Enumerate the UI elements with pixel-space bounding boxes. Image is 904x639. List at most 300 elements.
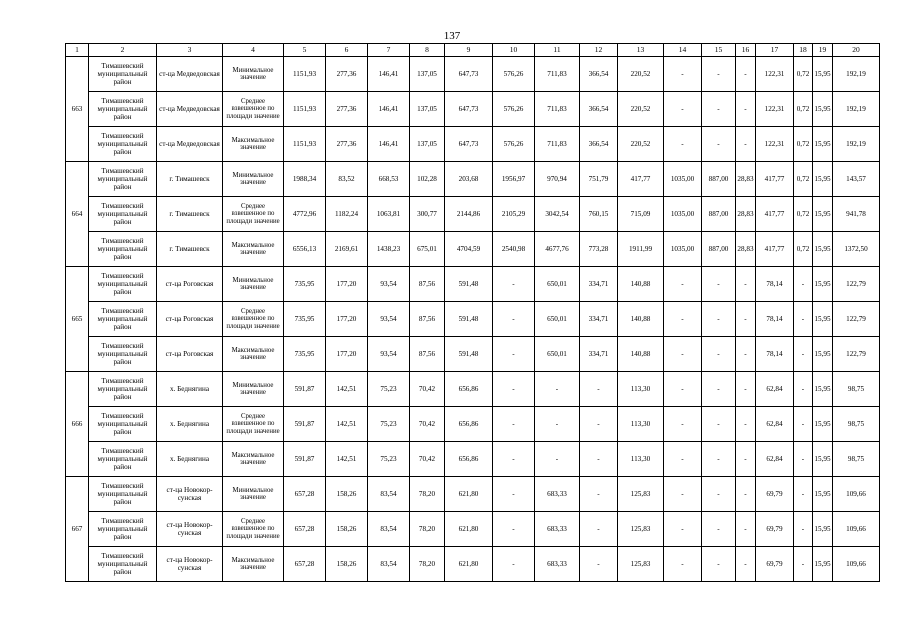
data-table — [65, 43, 880, 582]
value-cell: - — [702, 92, 736, 127]
column-number: 18 — [794, 44, 813, 57]
value-cell: 2144,86 — [445, 197, 493, 232]
value-cell: 122,31 — [756, 127, 794, 162]
metric-cell: Минимальное значение — [223, 267, 284, 302]
value-cell: 146,41 — [368, 57, 410, 92]
value-cell: 113,30 — [618, 407, 664, 442]
value-cell: 0,72 — [794, 162, 813, 197]
metric-cell: Минимальное значение — [223, 372, 284, 407]
value-cell: - — [794, 407, 813, 442]
column-number-row — [66, 44, 880, 57]
value-cell: 122,79 — [833, 302, 880, 337]
table-row — [66, 547, 880, 582]
settlement-cell: г. Тимашевск — [157, 232, 223, 267]
value-cell: 576,26 — [493, 127, 535, 162]
value-cell: 125,83 — [618, 547, 664, 582]
settlement-cell: ст-ца Новокор-сунская — [157, 512, 223, 547]
value-cell: 887,00 — [702, 162, 736, 197]
value-cell: 93,54 — [368, 267, 410, 302]
value-cell: 78,20 — [410, 477, 445, 512]
value-cell: 0,72 — [794, 127, 813, 162]
value-cell: 300,77 — [410, 197, 445, 232]
column-number: 17 — [756, 44, 794, 57]
column-number: 15 — [702, 44, 736, 57]
value-cell: 125,83 — [618, 477, 664, 512]
value-cell: 122,31 — [756, 92, 794, 127]
value-cell: 591,48 — [445, 302, 493, 337]
value-cell: 4677,76 — [535, 232, 580, 267]
value-cell: 125,83 — [618, 512, 664, 547]
value-cell: 657,28 — [284, 477, 326, 512]
district-cell: Тимашевский муниципальный район — [89, 92, 157, 127]
value-cell: 83,54 — [368, 547, 410, 582]
value-cell: 417,77 — [756, 197, 794, 232]
value-cell: 70,42 — [410, 442, 445, 477]
value-cell: 334,71 — [580, 302, 618, 337]
settlement-cell: х. Беднягина — [157, 372, 223, 407]
value-cell: - — [736, 547, 756, 582]
value-cell: - — [736, 127, 756, 162]
value-cell: 334,71 — [580, 267, 618, 302]
value-cell: 62,84 — [756, 442, 794, 477]
value-cell: - — [702, 547, 736, 582]
value-cell: 647,73 — [445, 127, 493, 162]
value-cell: - — [493, 512, 535, 547]
metric-cell: Минимальное значение — [223, 162, 284, 197]
metric-cell: Максимальное значение — [223, 547, 284, 582]
value-cell: - — [794, 512, 813, 547]
value-cell: - — [736, 512, 756, 547]
value-cell: 177,20 — [326, 267, 368, 302]
value-cell: 711,83 — [535, 92, 580, 127]
value-cell: 711,83 — [535, 57, 580, 92]
value-cell: 15,95 — [813, 407, 833, 442]
settlement-cell: г. Тимашевск — [157, 162, 223, 197]
district-cell: Тимашевский муниципальный район — [89, 232, 157, 267]
table-row — [66, 442, 880, 477]
group-number: 666 — [66, 372, 89, 477]
value-cell: - — [664, 547, 702, 582]
value-cell: - — [664, 92, 702, 127]
value-cell: 158,26 — [326, 512, 368, 547]
value-cell: 4772,96 — [284, 197, 326, 232]
value-cell: 177,20 — [326, 302, 368, 337]
value-cell: 75,23 — [368, 372, 410, 407]
district-cell: Тимашевский муниципальный район — [89, 162, 157, 197]
metric-cell: Среднее взвешенное по площади значение — [223, 302, 284, 337]
value-cell: 28,83 — [736, 232, 756, 267]
value-cell: 621,80 — [445, 512, 493, 547]
value-cell: 1035,00 — [664, 232, 702, 267]
value-cell: - — [794, 302, 813, 337]
value-cell: 137,05 — [410, 92, 445, 127]
value-cell: - — [664, 512, 702, 547]
value-cell: - — [493, 337, 535, 372]
value-cell: 109,66 — [833, 512, 880, 547]
column-number: 7 — [368, 44, 410, 57]
value-cell: 650,01 — [535, 337, 580, 372]
value-cell: 78,20 — [410, 512, 445, 547]
value-cell: - — [794, 372, 813, 407]
value-cell: 15,95 — [813, 57, 833, 92]
value-cell: 2540,98 — [493, 232, 535, 267]
value-cell: - — [736, 92, 756, 127]
value-cell: 143,57 — [833, 162, 880, 197]
value-cell: 760,15 — [580, 197, 618, 232]
value-cell: 83,52 — [326, 162, 368, 197]
value-cell: 591,87 — [284, 372, 326, 407]
value-cell: - — [664, 442, 702, 477]
metric-cell: Минимальное значение — [223, 57, 284, 92]
value-cell: 656,86 — [445, 442, 493, 477]
value-cell: 15,95 — [813, 547, 833, 582]
table-row — [66, 232, 880, 267]
value-cell: 177,20 — [326, 337, 368, 372]
district-cell: Тимашевский муниципальный район — [89, 442, 157, 477]
value-cell: 62,84 — [756, 372, 794, 407]
column-number: 14 — [664, 44, 702, 57]
value-cell: - — [664, 337, 702, 372]
value-cell: 87,56 — [410, 302, 445, 337]
column-number: 6 — [326, 44, 368, 57]
value-cell: - — [736, 337, 756, 372]
value-cell: 15,95 — [813, 162, 833, 197]
value-cell: 15,95 — [813, 232, 833, 267]
metric-cell: Максимальное значение — [223, 232, 284, 267]
district-cell: Тимашевский муниципальный район — [89, 197, 157, 232]
value-cell: 366,54 — [580, 57, 618, 92]
group-number: 665 — [66, 267, 89, 372]
value-cell: - — [664, 407, 702, 442]
value-cell: 0,72 — [794, 197, 813, 232]
value-cell: 142,51 — [326, 407, 368, 442]
value-cell: 647,73 — [445, 57, 493, 92]
value-cell: 0,72 — [794, 232, 813, 267]
value-cell: - — [736, 57, 756, 92]
value-cell: 137,05 — [410, 127, 445, 162]
value-cell: 15,95 — [813, 337, 833, 372]
value-cell: 735,95 — [284, 337, 326, 372]
value-cell: - — [736, 267, 756, 302]
column-number: 20 — [833, 44, 880, 57]
value-cell: 109,66 — [833, 547, 880, 582]
value-cell: 683,33 — [535, 477, 580, 512]
metric-cell: Максимальное значение — [223, 337, 284, 372]
value-cell: 657,28 — [284, 512, 326, 547]
value-cell: 78,14 — [756, 267, 794, 302]
value-cell: 2169,61 — [326, 232, 368, 267]
value-cell: 70,42 — [410, 372, 445, 407]
value-cell: 417,77 — [618, 162, 664, 197]
value-cell: 93,54 — [368, 302, 410, 337]
value-cell: - — [702, 442, 736, 477]
value-cell: 277,36 — [326, 92, 368, 127]
value-cell: 650,01 — [535, 267, 580, 302]
value-cell: 146,41 — [368, 127, 410, 162]
column-number: 5 — [284, 44, 326, 57]
value-cell: - — [580, 372, 618, 407]
value-cell: 220,52 — [618, 57, 664, 92]
value-cell: 576,26 — [493, 92, 535, 127]
table-row — [66, 477, 880, 512]
value-cell: 15,95 — [813, 127, 833, 162]
value-cell: - — [702, 267, 736, 302]
value-cell: 69,79 — [756, 512, 794, 547]
value-cell: 15,95 — [813, 92, 833, 127]
column-number: 9 — [445, 44, 493, 57]
value-cell: 683,33 — [535, 547, 580, 582]
column-number: 19 — [813, 44, 833, 57]
value-cell: 1151,93 — [284, 57, 326, 92]
table-row — [66, 302, 880, 337]
value-cell: - — [535, 372, 580, 407]
value-cell: 203,68 — [445, 162, 493, 197]
value-cell: 75,23 — [368, 442, 410, 477]
value-cell: 711,83 — [535, 127, 580, 162]
value-cell: 656,86 — [445, 372, 493, 407]
value-cell: - — [702, 512, 736, 547]
value-cell: - — [736, 407, 756, 442]
value-cell: 146,41 — [368, 92, 410, 127]
value-cell: - — [736, 302, 756, 337]
settlement-cell: ст-ца Роговская — [157, 337, 223, 372]
value-cell: 735,95 — [284, 302, 326, 337]
value-cell: - — [664, 302, 702, 337]
settlement-cell: г. Тимашевск — [157, 197, 223, 232]
value-cell: 1438,23 — [368, 232, 410, 267]
value-cell: 113,30 — [618, 372, 664, 407]
value-cell: - — [580, 477, 618, 512]
value-cell: - — [794, 267, 813, 302]
value-cell: 192,19 — [833, 57, 880, 92]
column-number: 13 — [618, 44, 664, 57]
value-cell: 87,56 — [410, 267, 445, 302]
table-row — [66, 127, 880, 162]
value-cell: - — [580, 442, 618, 477]
value-cell: - — [702, 57, 736, 92]
value-cell: 1956,97 — [493, 162, 535, 197]
settlement-cell: х. Беднягина — [157, 407, 223, 442]
district-cell: Тимашевский муниципальный район — [89, 477, 157, 512]
value-cell: 15,95 — [813, 512, 833, 547]
value-cell: - — [535, 442, 580, 477]
value-cell: - — [493, 302, 535, 337]
group-number: 667 — [66, 477, 89, 582]
value-cell: 656,86 — [445, 407, 493, 442]
value-cell: 6556,13 — [284, 232, 326, 267]
table-row — [66, 162, 880, 197]
metric-cell: Максимальное значение — [223, 127, 284, 162]
value-cell: 220,52 — [618, 92, 664, 127]
settlement-cell: ст-ца Роговская — [157, 267, 223, 302]
value-cell: 15,95 — [813, 477, 833, 512]
value-cell: 70,42 — [410, 407, 445, 442]
value-cell: 83,54 — [368, 477, 410, 512]
page-number: 137 — [443, 30, 461, 42]
value-cell: 158,26 — [326, 547, 368, 582]
group-number: 663 — [66, 57, 89, 162]
value-cell: - — [580, 512, 618, 547]
value-cell: 647,73 — [445, 92, 493, 127]
table-row — [66, 512, 880, 547]
value-cell: 69,79 — [756, 547, 794, 582]
value-cell: - — [664, 372, 702, 407]
column-number: 2 — [89, 44, 157, 57]
value-cell: 334,71 — [580, 337, 618, 372]
district-cell: Тимашевский муниципальный район — [89, 302, 157, 337]
value-cell: 102,28 — [410, 162, 445, 197]
value-cell: 122,31 — [756, 57, 794, 92]
value-cell: - — [794, 547, 813, 582]
value-cell: 83,54 — [368, 512, 410, 547]
metric-cell: Среднее взвешенное по площади значение — [223, 92, 284, 127]
group-number: 664 — [66, 162, 89, 267]
value-cell: 1911,99 — [618, 232, 664, 267]
value-cell: 75,23 — [368, 407, 410, 442]
district-cell: Тимашевский муниципальный район — [89, 512, 157, 547]
value-cell: 591,87 — [284, 407, 326, 442]
table-row — [66, 92, 880, 127]
value-cell: 109,66 — [833, 477, 880, 512]
value-cell: 93,54 — [368, 337, 410, 372]
value-cell: 158,26 — [326, 477, 368, 512]
value-cell: - — [664, 57, 702, 92]
value-cell: 366,54 — [580, 127, 618, 162]
district-cell: Тимашевский муниципальный район — [89, 337, 157, 372]
value-cell: - — [493, 267, 535, 302]
value-cell: - — [664, 477, 702, 512]
settlement-cell: ст-ца Медведовская — [157, 92, 223, 127]
value-cell: 2105,29 — [493, 197, 535, 232]
column-number: 10 — [493, 44, 535, 57]
value-cell: 98,75 — [833, 372, 880, 407]
value-cell: 1063,81 — [368, 197, 410, 232]
value-cell: 668,53 — [368, 162, 410, 197]
value-cell: 887,00 — [702, 232, 736, 267]
settlement-cell: ст-ца Новокор-сунская — [157, 547, 223, 582]
column-number: 3 — [157, 44, 223, 57]
value-cell: - — [702, 477, 736, 512]
value-cell: - — [736, 442, 756, 477]
value-cell: - — [580, 407, 618, 442]
metric-cell: Максимальное значение — [223, 442, 284, 477]
value-cell: 140,88 — [618, 302, 664, 337]
value-cell: 137,05 — [410, 57, 445, 92]
value-cell: 69,79 — [756, 477, 794, 512]
value-cell: 15,95 — [813, 197, 833, 232]
value-cell: 417,77 — [756, 232, 794, 267]
value-cell: 87,56 — [410, 337, 445, 372]
column-number: 12 — [580, 44, 618, 57]
value-cell: 15,95 — [813, 267, 833, 302]
column-number: 11 — [535, 44, 580, 57]
value-cell: 142,51 — [326, 442, 368, 477]
value-cell: 277,36 — [326, 127, 368, 162]
value-cell: 28,83 — [736, 197, 756, 232]
value-cell: 683,33 — [535, 512, 580, 547]
value-cell: 1035,00 — [664, 162, 702, 197]
value-cell: 3042,54 — [535, 197, 580, 232]
value-cell: - — [736, 477, 756, 512]
table-row — [66, 337, 880, 372]
column-number: 4 — [223, 44, 284, 57]
value-cell: 1151,93 — [284, 127, 326, 162]
value-cell: 1372,50 — [833, 232, 880, 267]
value-cell: 715,09 — [618, 197, 664, 232]
column-number: 1 — [66, 44, 89, 57]
table-row — [66, 372, 880, 407]
value-cell: 773,28 — [580, 232, 618, 267]
value-cell: 4704,59 — [445, 232, 493, 267]
value-cell: - — [493, 442, 535, 477]
district-cell: Тимашевский муниципальный район — [89, 267, 157, 302]
column-number: 16 — [736, 44, 756, 57]
settlement-cell: ст-ца Роговская — [157, 302, 223, 337]
value-cell: 140,88 — [618, 337, 664, 372]
metric-cell: Среднее взвешенное по площади значение — [223, 407, 284, 442]
value-cell: 142,51 — [326, 372, 368, 407]
table-row — [66, 197, 880, 232]
value-cell: - — [702, 127, 736, 162]
value-cell: - — [664, 267, 702, 302]
value-cell: 113,30 — [618, 442, 664, 477]
value-cell: 15,95 — [813, 442, 833, 477]
value-cell: 366,54 — [580, 92, 618, 127]
value-cell: - — [702, 407, 736, 442]
value-cell: 220,52 — [618, 127, 664, 162]
value-cell: 15,95 — [813, 372, 833, 407]
table-row — [66, 267, 880, 302]
column-number: 8 — [410, 44, 445, 57]
value-cell: 657,28 — [284, 547, 326, 582]
value-cell: - — [794, 442, 813, 477]
value-cell: 887,00 — [702, 197, 736, 232]
value-cell: 751,79 — [580, 162, 618, 197]
value-cell: - — [736, 372, 756, 407]
value-cell: 735,95 — [284, 267, 326, 302]
value-cell: 1151,93 — [284, 92, 326, 127]
district-cell: Тимашевский муниципальный район — [89, 127, 157, 162]
value-cell: 941,78 — [833, 197, 880, 232]
value-cell: - — [580, 547, 618, 582]
value-cell: 192,19 — [833, 127, 880, 162]
settlement-cell: ст-ца Медведовская — [157, 127, 223, 162]
value-cell: - — [702, 372, 736, 407]
settlement-cell: ст-ца Медведовская — [157, 57, 223, 92]
value-cell: - — [535, 407, 580, 442]
value-cell: 78,14 — [756, 337, 794, 372]
value-cell: - — [794, 477, 813, 512]
value-cell: 417,77 — [756, 162, 794, 197]
district-cell: Тимашевский муниципальный район — [89, 57, 157, 92]
metric-cell: Среднее взвешенное по площади значение — [223, 197, 284, 232]
value-cell: - — [493, 372, 535, 407]
value-cell: 62,84 — [756, 407, 794, 442]
metric-cell: Среднее взвешенное по площади значение — [223, 512, 284, 547]
value-cell: 28,83 — [736, 162, 756, 197]
value-cell: - — [702, 302, 736, 337]
value-cell: - — [664, 127, 702, 162]
value-cell: 140,88 — [618, 267, 664, 302]
value-cell: 78,14 — [756, 302, 794, 337]
value-cell: 0,72 — [794, 57, 813, 92]
value-cell: 591,48 — [445, 337, 493, 372]
value-cell: 192,19 — [833, 92, 880, 127]
settlement-cell: х. Беднягина — [157, 442, 223, 477]
settlement-cell: ст-ца Новокор-сунская — [157, 477, 223, 512]
value-cell: 122,79 — [833, 337, 880, 372]
metric-cell: Минимальное значение — [223, 477, 284, 512]
